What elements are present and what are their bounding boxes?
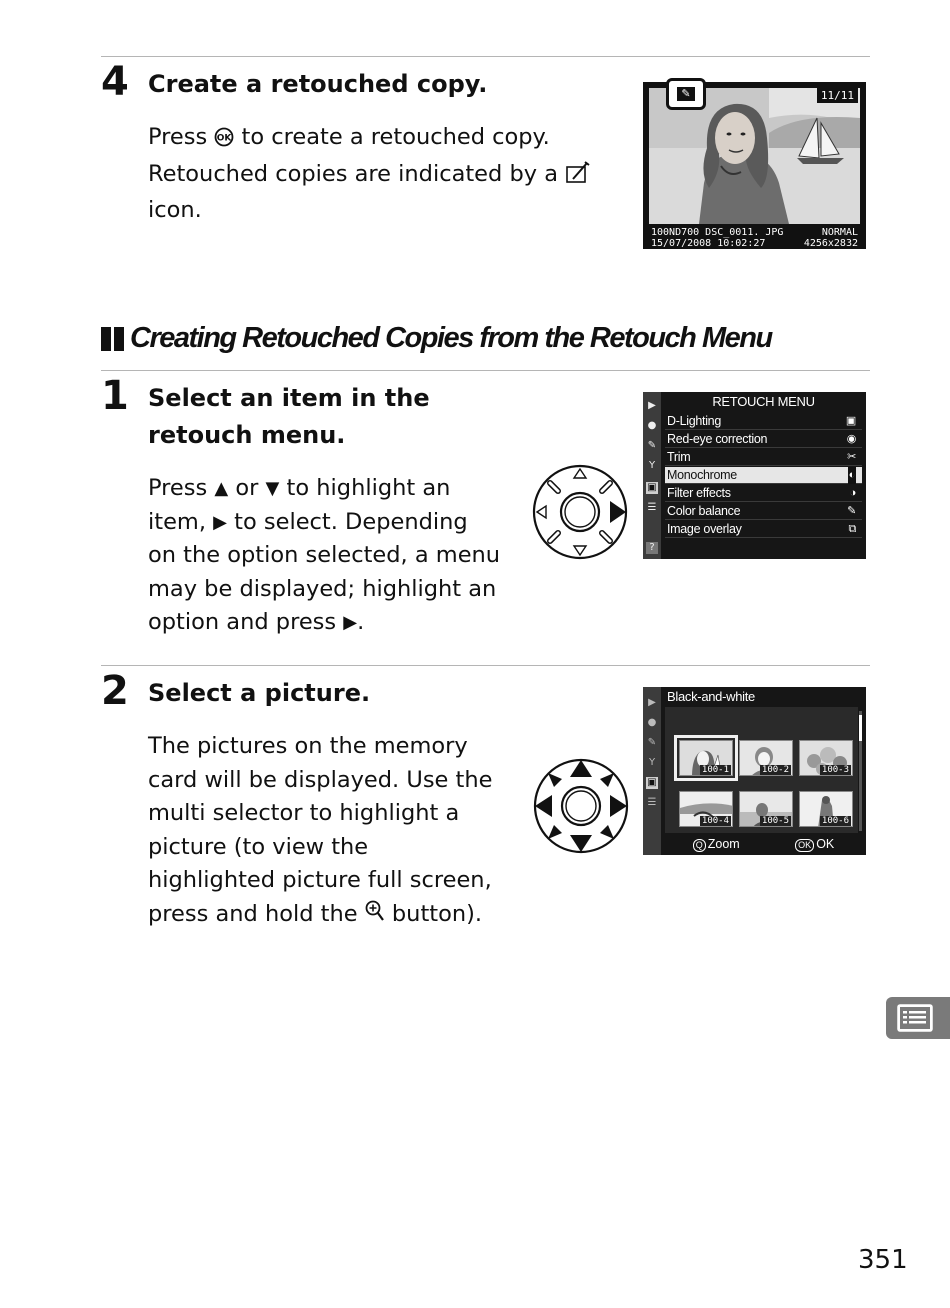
body-line: press and hold the button). bbox=[148, 898, 518, 935]
scrollbar[interactable] bbox=[859, 711, 862, 831]
right-arrow-icon: ▶ bbox=[213, 511, 227, 533]
step-title: Select a picture. bbox=[148, 679, 371, 707]
zoom-in-icon bbox=[365, 900, 385, 935]
menu-item-monochrome[interactable]: Monochrome ◐ bbox=[665, 467, 862, 484]
section-marker-icon bbox=[101, 327, 124, 351]
menu-item-image-overlay[interactable]: Image overlay ⧉ bbox=[665, 521, 862, 538]
menu-item-red-eye-correction[interactable]: Red-eye correction ◉ bbox=[665, 431, 862, 448]
thumbnail[interactable] bbox=[799, 740, 853, 776]
playback-tab-icon[interactable]: ▶ bbox=[648, 400, 656, 411]
screen-footer bbox=[665, 835, 862, 853]
body-line: Press ▲ or ▼ to highlight an bbox=[148, 472, 518, 506]
body-line: on the option selected, a menu bbox=[148, 542, 501, 569]
thumbnail-label: 100-4 bbox=[701, 816, 729, 826]
date-time: 15/07/2008 10:02:27 bbox=[651, 238, 766, 249]
ok-button-icon bbox=[214, 124, 234, 158]
folder-file-info: 100ND700 DSC_0011. JPG bbox=[651, 227, 784, 238]
body-line: icon. bbox=[148, 197, 202, 224]
menu-title: RETOUCH MENU bbox=[712, 394, 815, 409]
menu-tab-bar bbox=[643, 392, 661, 559]
menu-tab-bar bbox=[643, 687, 661, 855]
section-title: Creating Retouched Copies from the Retouch Menu bbox=[130, 322, 772, 354]
up-arrow-icon: ▲ bbox=[214, 478, 229, 499]
top-rule bbox=[101, 56, 870, 57]
retouch-icon bbox=[565, 160, 591, 195]
section-rule bbox=[101, 370, 870, 371]
ok-hint: OK OK bbox=[795, 837, 834, 852]
playback-tab-icon[interactable]: ▶ bbox=[648, 697, 656, 708]
step-number: 1 bbox=[101, 373, 129, 419]
body-line: item, ▶ to select. Depending bbox=[148, 506, 518, 540]
image-info-line bbox=[651, 238, 858, 249]
title-line: Select an item in the bbox=[148, 384, 430, 412]
multi-selector-all-directions-icon bbox=[532, 757, 630, 859]
body-line: Press OK to create a retouched copy. bbox=[148, 121, 618, 158]
thumbnail[interactable] bbox=[799, 791, 853, 827]
svg-text:OK: OK bbox=[217, 133, 232, 144]
retouch-badge-highlight bbox=[666, 78, 706, 110]
step-body bbox=[148, 472, 518, 640]
shooting-tab-icon[interactable]: ● bbox=[647, 717, 657, 728]
my-menu-tab-icon[interactable]: ☰ bbox=[647, 502, 657, 513]
right-arrow-icon: ▶ bbox=[343, 612, 358, 634]
body-line: The pictures on the memory bbox=[148, 733, 468, 759]
thumbnail-label: 100-5 bbox=[761, 816, 789, 826]
multi-selector-right-icon bbox=[530, 463, 630, 565]
overlay-icon: ⧉ bbox=[848, 523, 856, 535]
picture-select-screen bbox=[643, 687, 866, 855]
body-line: picture (to view the bbox=[148, 833, 369, 860]
thumbnail[interactable] bbox=[739, 740, 793, 776]
menu-item-filter-effects[interactable]: Filter effects ◑ bbox=[665, 485, 862, 502]
thumbnail-label: 100-3 bbox=[821, 765, 849, 775]
body-line: option and press ▶. bbox=[148, 606, 518, 640]
step-title bbox=[148, 380, 430, 454]
step-number: 4 bbox=[101, 59, 129, 105]
page-number: 351 bbox=[858, 1245, 908, 1275]
retouch-menu-screen bbox=[643, 392, 866, 559]
zoom-hint: Q Zoom bbox=[693, 837, 740, 852]
eye-icon: ◉ bbox=[846, 433, 856, 445]
thumbnail-label: 100-2 bbox=[761, 765, 789, 775]
menu-item-d-lighting[interactable]: D-Lighting ▣ bbox=[665, 413, 862, 430]
thumbnail-label: 100-6 bbox=[821, 816, 849, 826]
image-quality: NORMAL bbox=[821, 227, 858, 238]
ok-button-icon: OK bbox=[795, 839, 814, 852]
down-arrow-icon: ▼ bbox=[265, 478, 280, 499]
step-number: 2 bbox=[101, 668, 129, 714]
menu-item-trim[interactable]: Trim ✂ bbox=[665, 449, 862, 466]
setup-tab-icon[interactable]: Y bbox=[648, 757, 656, 768]
title-line: retouch menu. bbox=[148, 421, 346, 449]
body-line: card will be displayed. Use the bbox=[148, 766, 493, 793]
body-line: highlighted picture full screen, bbox=[148, 867, 492, 894]
color-balance-icon: ✎ bbox=[847, 505, 856, 517]
body-line: multi selector to highlight a bbox=[148, 800, 460, 827]
thumbnail[interactable] bbox=[679, 791, 733, 827]
monochrome-icon: ◐ bbox=[848, 467, 856, 484]
my-menu-tab-icon[interactable]: ☰ bbox=[647, 797, 657, 808]
custom-settings-tab-icon[interactable]: ✎ bbox=[647, 440, 657, 451]
screen-title: Black-and-white bbox=[667, 689, 755, 704]
scissors-icon: ✂ bbox=[847, 451, 856, 463]
help-icon[interactable]: ? bbox=[646, 542, 658, 554]
body-line: Retouched copies are indicated by a bbox=[148, 158, 618, 195]
section-heading bbox=[101, 322, 772, 355]
filter-icon: ◑ bbox=[849, 487, 856, 499]
image-counter: 11/11 bbox=[817, 88, 858, 103]
thumbnail[interactable] bbox=[679, 740, 733, 776]
step-title: Create a retouched copy. bbox=[148, 70, 488, 98]
retouch-tab-icon[interactable]: ▣ bbox=[647, 777, 657, 788]
body-line: may be displayed; highlight an bbox=[148, 575, 497, 602]
menu-item-color-balance[interactable]: Color balance ✎ bbox=[665, 503, 862, 520]
image-size: 4256x2832 bbox=[803, 238, 858, 249]
step-body bbox=[148, 121, 618, 228]
image-info-line bbox=[651, 227, 858, 238]
step-divider bbox=[101, 665, 870, 666]
playback-screen bbox=[643, 82, 866, 249]
thumbnail[interactable] bbox=[739, 791, 793, 827]
shooting-tab-icon[interactable]: ● bbox=[647, 420, 657, 431]
setup-tab-icon[interactable]: Y bbox=[648, 460, 656, 471]
zoom-button-icon: Q bbox=[693, 839, 706, 852]
step-body bbox=[148, 730, 518, 935]
custom-settings-tab-icon[interactable]: ✎ bbox=[647, 737, 657, 748]
menu-guide-tab[interactable] bbox=[886, 997, 950, 1039]
d-lighting-icon: ▣ bbox=[845, 415, 856, 427]
thumbnail-label: 100-1 bbox=[701, 765, 729, 775]
menu-list-icon bbox=[896, 1003, 936, 1033]
retouch-icon: ✎ bbox=[676, 86, 696, 102]
retouch-tab-icon[interactable]: ▣ bbox=[647, 482, 657, 493]
